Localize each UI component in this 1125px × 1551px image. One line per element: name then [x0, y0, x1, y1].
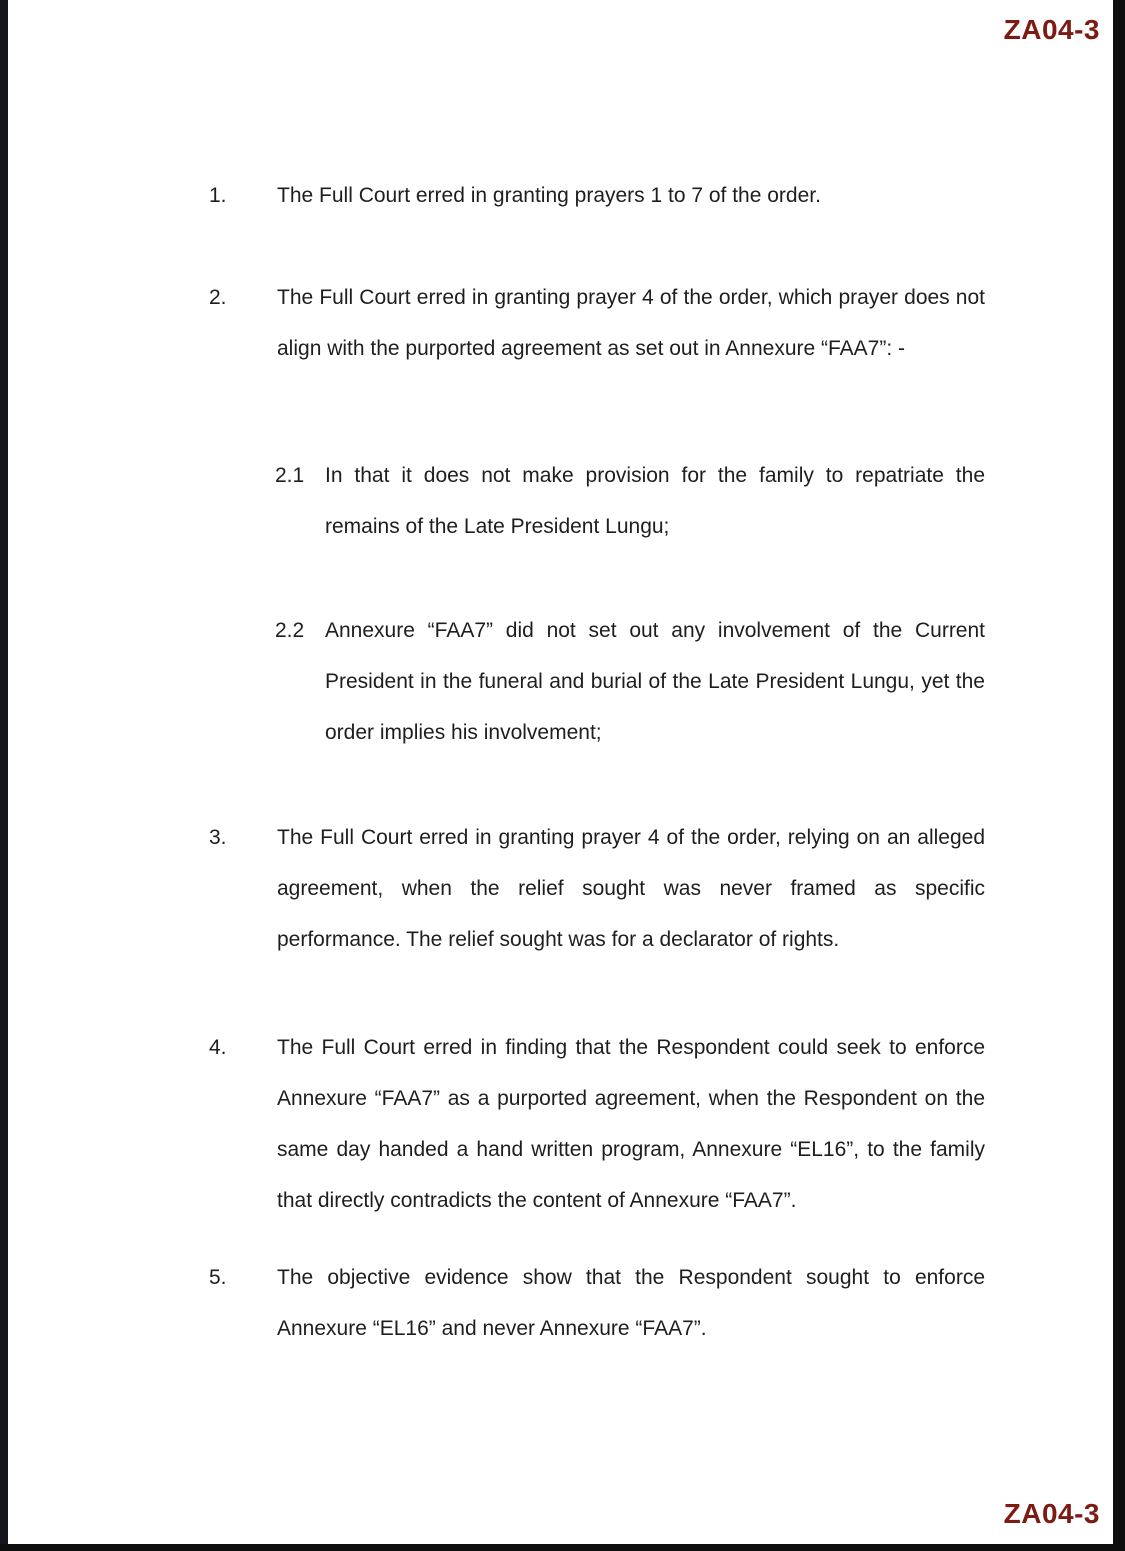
paragraph-number: 1. [209, 184, 227, 207]
paragraph-number: 4. [209, 1036, 227, 1059]
paragraph-text: The Full Court erred in granting prayers 1 to 7 of the order. [277, 184, 821, 207]
paragraph-text: The Full Court erred in granting prayer 4 of the order, which prayer does not align with the purported agreement as set out in Annexure “FAA7”: - [277, 286, 985, 360]
paragraph-number: 3. [209, 826, 227, 849]
list-item-1 [209, 170, 985, 221]
paragraph-number: 5. [209, 1266, 227, 1289]
paragraph-text: Annexure “FAA7” did not set out any involvement of the Current President in the funeral and burial of the Late President Lungu, yet the order implies his involvement; [325, 619, 985, 744]
paragraph-text: The objective evidence show that the Respondent sought to enforce Annexure “EL16” and never Annexure “FAA7”. [277, 1266, 985, 1340]
paragraph-number: 2.1 [275, 464, 305, 487]
document-code-footer: ZA04-3 [1003, 1498, 1100, 1529]
list-item-3 [209, 812, 985, 965]
paragraph-text: In that it does not make provision for the family to repatriate the remains of the Late President Lungu; [325, 464, 985, 538]
list-item-2-1 [275, 450, 985, 552]
scan-edge-left [0, 0, 8, 1551]
paragraph-number: 2. [209, 286, 227, 309]
paragraph-number: 2.2 [275, 619, 305, 642]
paragraph-text: The Full Court erred in finding that the Respondent could seek to enforce Annexure “FAA7” as a purported agreement, when the Respondent on the same day handed a hand written program, Annexure “EL16”, to the family that directly contradicts the content of Annexure “FAA7”. [277, 1036, 985, 1212]
scan-edge-right [1113, 0, 1125, 1551]
list-item-4 [209, 1022, 985, 1226]
list-item-5 [209, 1252, 985, 1354]
paragraph-text: The Full Court erred in granting prayer 4 of the order, relying on an alleged agreement, when the relief sought was never framed as specific performance. The relief sought was for a declarator of rights. [277, 826, 985, 951]
list-item-2 [209, 272, 985, 374]
scan-edge-bottom [0, 1544, 1125, 1551]
list-item-2-2 [275, 605, 985, 758]
document-code-header: ZA04-3 [1003, 14, 1100, 45]
